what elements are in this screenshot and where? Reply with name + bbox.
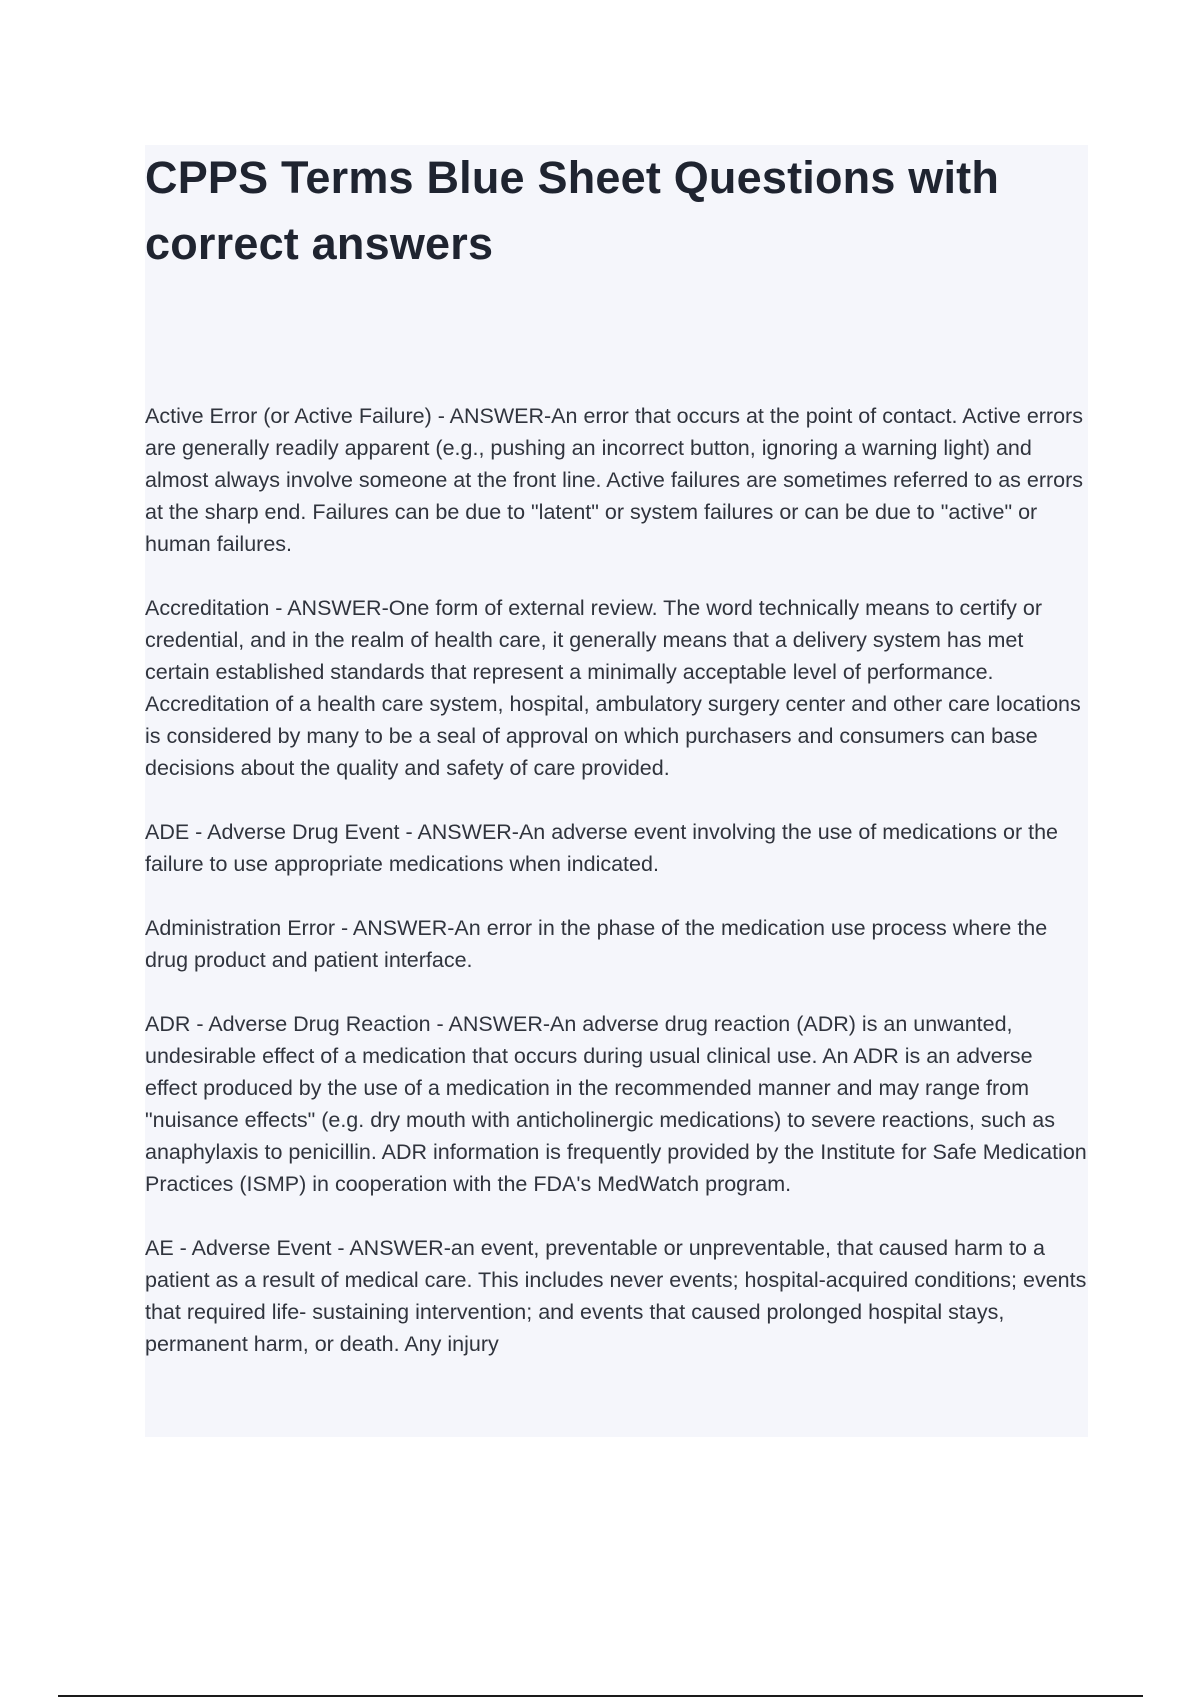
document-title: CPPS Terms Blue Sheet Questions with correct answers bbox=[145, 152, 1000, 269]
term-entry-ae: AE - Adverse Event - ANSWER-an event, preventable or unpreventable, that caused harm to a patient as a result of medical care. This includes never events; hospital-acquired conditions; events that required life- sustaining intervention; and events that caused prolonged hospital stays, permanent harm, or death. Any injury bbox=[145, 1236, 1087, 1356]
term-entry-ade: ADE - Adverse Drug Event - ANSWER-An adverse event involving the use of medications or the failure to use appropriate medications when indicated. bbox=[145, 820, 1058, 876]
term-entry-accreditation: Accreditation - ANSWER-One form of external review. The word technically means to certify or credential, and in the realm of health care, it generally means that a delivery system has met certain established standards that represent a minimally acceptable level of performance. Accreditation of a health care system, hospital, ambulatory surgery center and other care locations is considered by many to be a seal of approval on which purchasers and consumers can base decisions about the quality and safety of care provided. bbox=[145, 596, 1081, 780]
term-entry-adr: ADR - Adverse Drug Reaction - ANSWER-An adverse drug reaction (ADR) is an unwanted, undesirable effect of a medication that occurs during usual clinical use. An ADR is an adverse effect produced by the use of a medication in the recommended manner and may range from "nuisance effects" (e.g. dry mouth with anticholinergic medications) to severe reactions, such as anaphylaxis to penicillin. ADR information is frequently provided by the Institute for Safe Medication Practices (ISMP) in cooperation with the FDA's MedWatch program. bbox=[145, 1012, 1087, 1196]
term-entry-administration-error: Administration Error - ANSWER-An error in the phase of the medication use process where the drug product and patient interface. bbox=[145, 916, 1048, 972]
term-entry-active-error: Active Error (or Active Failure) - ANSWER-An error that occurs at the point of contact. Active errors are generally readily apparent (e.g., pushing an incorrect button, ignoring a warning light) and almost always involve someone at the front line. Active failures are sometimes referred to as errors at the sharp end. Failures can be due to "latent" or system failures or can be due to "active" or human failures. bbox=[145, 404, 1084, 556]
term-list bbox=[145, 400, 1088, 1360]
footer-divider bbox=[58, 1695, 1143, 1697]
document-content-panel bbox=[145, 145, 1088, 1437]
